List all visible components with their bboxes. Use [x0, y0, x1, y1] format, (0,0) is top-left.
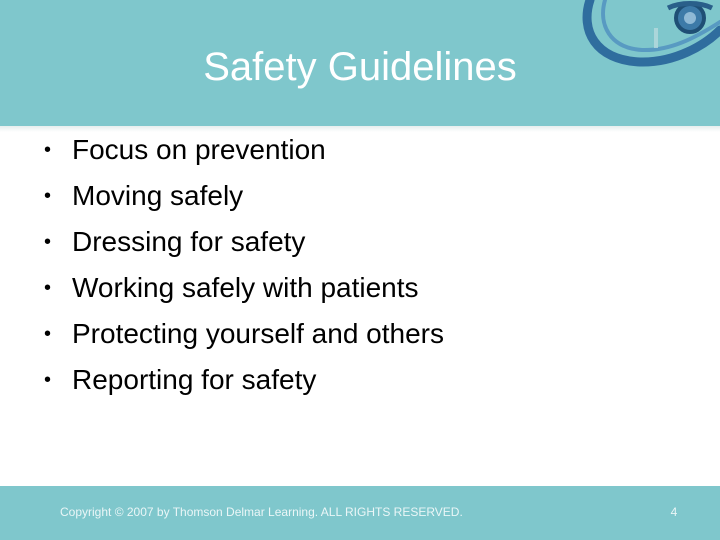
bullet-dot: •	[44, 185, 52, 207]
bullet-dot: •	[44, 369, 52, 391]
bullet-text: Dressing for safety	[72, 226, 306, 257]
bullet-dot: •	[44, 139, 52, 161]
stethoscope-icon	[570, 0, 720, 110]
bullet-item	[44, 316, 444, 362]
slide-title: Safety Guidelines	[203, 45, 517, 89]
bullet-dot: •	[44, 231, 52, 253]
bullet-text: Reporting for safety	[72, 364, 317, 395]
bullet-dot: •	[44, 323, 52, 345]
copyright-notice: Copyright © 2007 by Thomson Delmar Learning. ALL RIGHTS RESERVED.	[60, 505, 463, 519]
bullet-item	[44, 178, 444, 224]
bullet-text: Moving safely	[72, 180, 244, 211]
bullet-text: Working safely with patients	[72, 272, 419, 303]
bullet-item	[44, 362, 444, 408]
bullet-item	[44, 132, 444, 178]
header-band	[0, 0, 720, 130]
bullet-list	[44, 132, 444, 408]
page-number: 4	[670, 505, 678, 519]
bullet-text: Protecting yourself and others	[72, 318, 444, 349]
bullet-item	[44, 270, 444, 316]
bullet-item	[44, 224, 444, 270]
bullet-dot: •	[44, 277, 52, 299]
footer-band	[0, 486, 720, 540]
bullet-text: Focus on prevention	[72, 134, 326, 165]
